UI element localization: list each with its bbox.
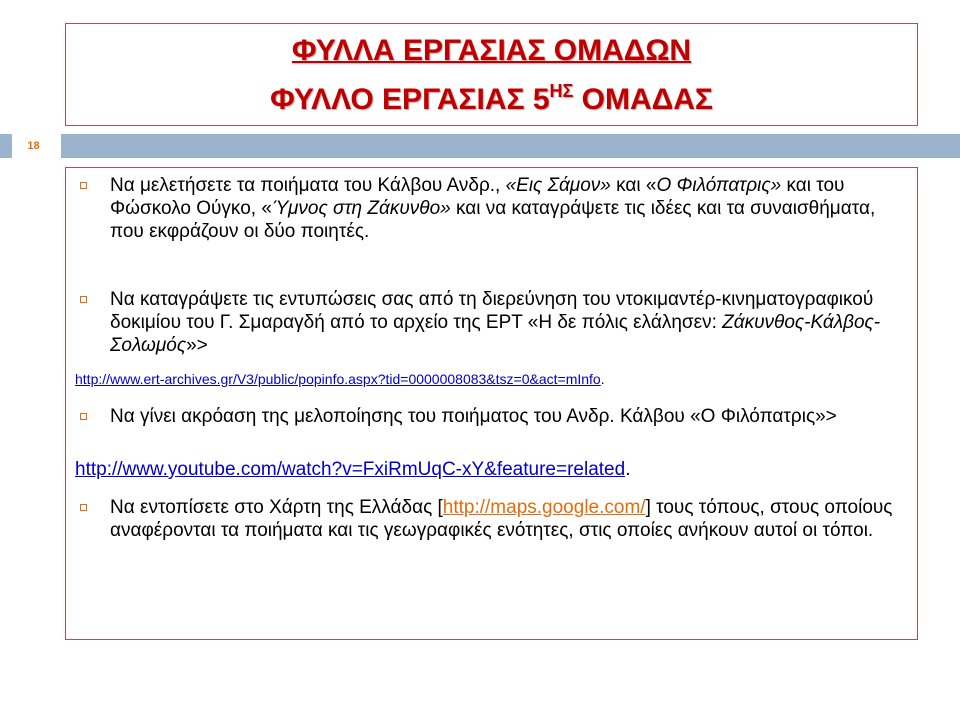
square-bullet-icon xyxy=(80,182,87,189)
bullet-item-2 xyxy=(80,288,910,357)
text-run-italic: «Εις Σάμον» xyxy=(500,175,611,196)
square-bullet-icon xyxy=(80,413,87,420)
bullet-text-4 xyxy=(110,496,910,542)
page-number: 18 xyxy=(12,134,55,158)
text-run-italic: Ζάκυνθος-Κάλβος-Σολωμός xyxy=(110,312,881,356)
title-sub xyxy=(66,81,917,117)
youtube-link[interactable]: http://www.youtube.com/watch?v=FxiRmUqC-xY&feature=related xyxy=(75,459,626,480)
square-bullet-icon xyxy=(80,504,87,511)
header-band-right xyxy=(61,134,960,158)
text-run-italic: Ο Φιλόπατρις» xyxy=(656,175,782,196)
link-line-2 xyxy=(75,459,630,481)
link-line-1 xyxy=(75,371,605,387)
title-sub-superscript: ΗΣ xyxy=(549,81,574,101)
title-main: ΦΥΛΛΑ ΕΡΓΑΣΙΑΣ ΟΜΑΔΩΝ xyxy=(291,34,692,67)
bullet-item-4 xyxy=(80,496,910,542)
text-run: και « xyxy=(610,175,657,196)
text-run: »> xyxy=(186,335,208,356)
title-sub-main: ΦΥΛΛΟ ΕΡΓΑΣΙΑΣ 5 xyxy=(270,83,550,116)
text-run: Να εντοπίσετε στο Χάρτη της Ελλάδας [ xyxy=(110,497,443,518)
title-sub-end: ΟΜΑΔΑΣ xyxy=(573,83,713,116)
bullet-item-3 xyxy=(80,405,910,428)
square-bullet-icon xyxy=(80,296,87,303)
text-run: Να μελετήσετε τα ποιήματα του Κάλβου Ανδρ., xyxy=(110,175,501,196)
text-run: και να καταγράψετε τις ιδέες και τα συναισθήματα, που εκφράζουν οι δύο ποιητές. xyxy=(110,198,876,242)
bullet-item-1 xyxy=(80,174,910,243)
text-run: ] τους τόπους, στους οποίους αναφέρονται τα ποιήματα και τις γεωγραφικές ενότητες, στις οποίες ανήκουν αυτοί οι τόποι. xyxy=(110,497,893,541)
google-maps-link[interactable]: http://maps.google.com/ xyxy=(442,497,646,518)
text-run: και του Φώσκολο Ούγκο, « xyxy=(110,175,845,219)
text-run: . xyxy=(625,459,631,480)
text-run: . xyxy=(600,371,605,387)
bullet-text-3: Να γίνει ακρόαση της μελοποίησης του ποιήματος του Ανδρ. Κάλβου «Ο Φιλόπατρις»> xyxy=(110,406,837,427)
bullet-text-1 xyxy=(110,174,910,243)
text-run-italic: Ύμνος στη Ζάκυνθο» xyxy=(271,198,451,219)
title-box xyxy=(65,23,918,126)
header-band-left xyxy=(0,134,12,158)
bullet-text-2 xyxy=(110,288,910,357)
text-run: Να καταγράψετε τις εντυπώσεις σας από τη διερεύνηση του ντοκιμαντέρ-κινηματογραφικού δοκιμίου του Γ. Σμαραγδή από το αρχείο της ΕΡΤ «Η δε πόλις ελάλησεν: xyxy=(110,289,874,333)
ert-archive-link[interactable]: http://www.ert-archives.gr/V3/public/popinfo.aspx?tid=0000008083&tsz=0&act=mInfo xyxy=(75,371,601,387)
